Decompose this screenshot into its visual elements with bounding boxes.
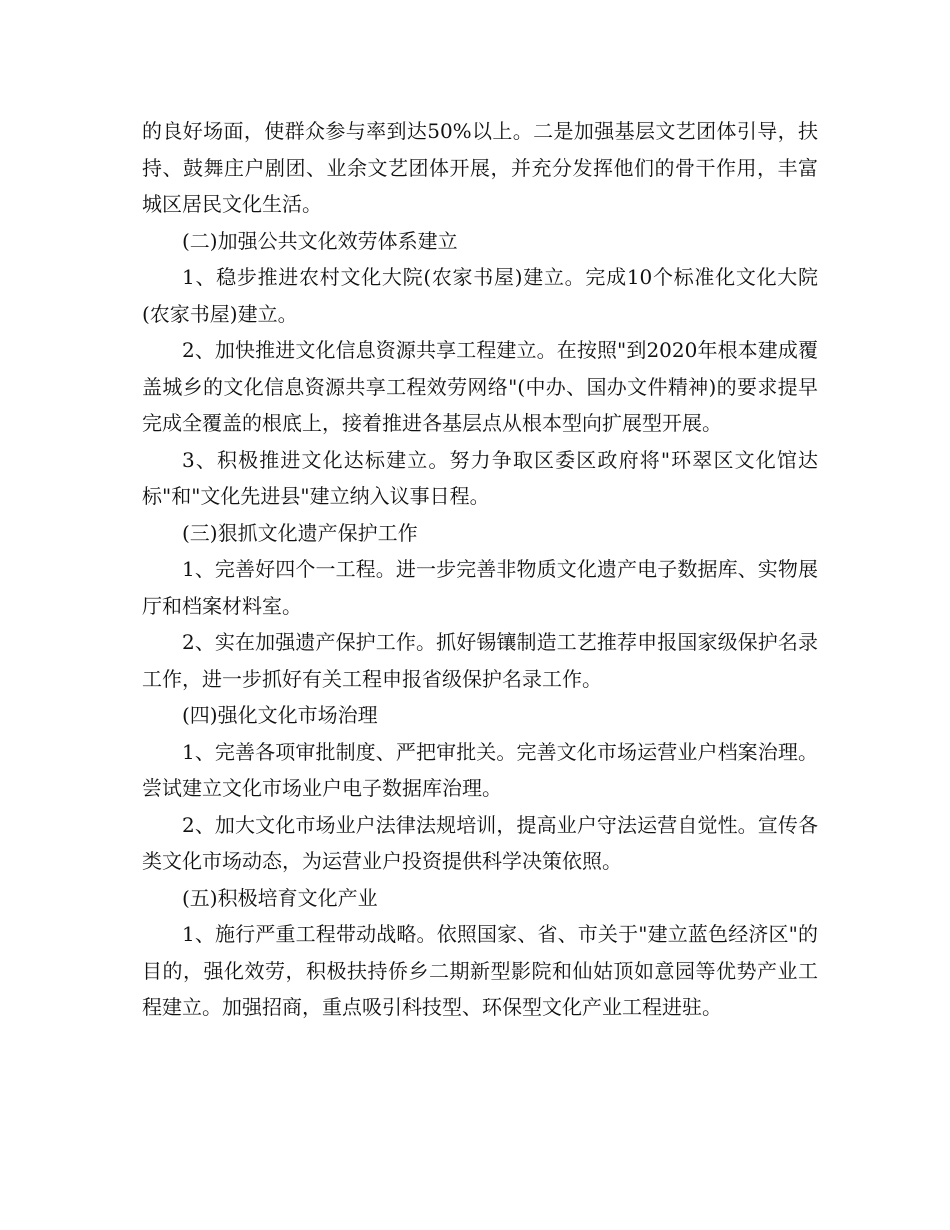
section-heading-5: (五)积极培育文化产业 — [182, 885, 378, 910]
section-heading-3: (三)狠抓文化遗产保护工作 — [182, 520, 418, 545]
section-heading-4: (四)强化文化市场治理 — [182, 703, 378, 727]
paragraph-2-1: 1、稳步推进农村文化大院(农家书屋)建立。完成10个标准化文化大院(农家书屋)建立。 — [142, 265, 818, 326]
paragraph-2-3: 3、积极推进文化达标建立。努力争取区委区政府将"环翠区文化馆达标"和"文化先进县"建立纳入议事日程。 — [142, 447, 818, 508]
paragraph-4-2: 2、加大文化市场业户法律法规培训，提高业户守法运营自觉性。宣传各类文化市场动态，为运营业户投资提供科学决策依照。 — [142, 812, 818, 873]
paragraph-3-1: 1、完善好四个一工程。进一步完善非物质文化遗产电子数据库、实物展厅和档案材料室。 — [142, 557, 818, 618]
paragraph-continuation: 的良好场面，使群众参与率到达50%以上。二是加强基层文艺团体引导，扶持、鼓舞庄户剧团、业余文艺团体开展，并充分发挥他们的骨干作用，丰富城区居民文化生活。 — [142, 119, 818, 216]
paragraph-4-1: 1、完善各项审批制度、严把审批关。完善文化市场运营业户档案治理。尝试建立文化市场业户电子数据库治理。 — [142, 739, 818, 800]
document-page — [142, 113, 818, 1026]
section-heading-2: (二)加强公共文化效劳体系建立 — [182, 228, 458, 253]
paragraph-3-2: 2、实在加强遗产保护工作。抓好锡镶制造工艺推荐申报国家级保护名录工作，进一步抓好有关工程申报省级保护名录工作。 — [142, 630, 818, 691]
paragraph-5-1: 1、施行严重工程带动战略。依照国家、省、市关于"建立蓝色经济区"的目的，强化效劳，积极扶持侨乡二期新型影院和仙姑顶如意园等优势产业工程建立。加强招商，重点吸引科技型、环保型文化产业工程进驻。 — [142, 922, 818, 1019]
paragraph-2-2: 2、加快推进文化信息资源共享工程建立。在按照"到2020年根本建成覆盖城乡的文化信息资源共享工程效劳网络"(中办、国办文件精神)的要求提早完成全覆盖的根底上，接着推进各基层点从根本型向扩展型开展。 — [142, 338, 818, 435]
